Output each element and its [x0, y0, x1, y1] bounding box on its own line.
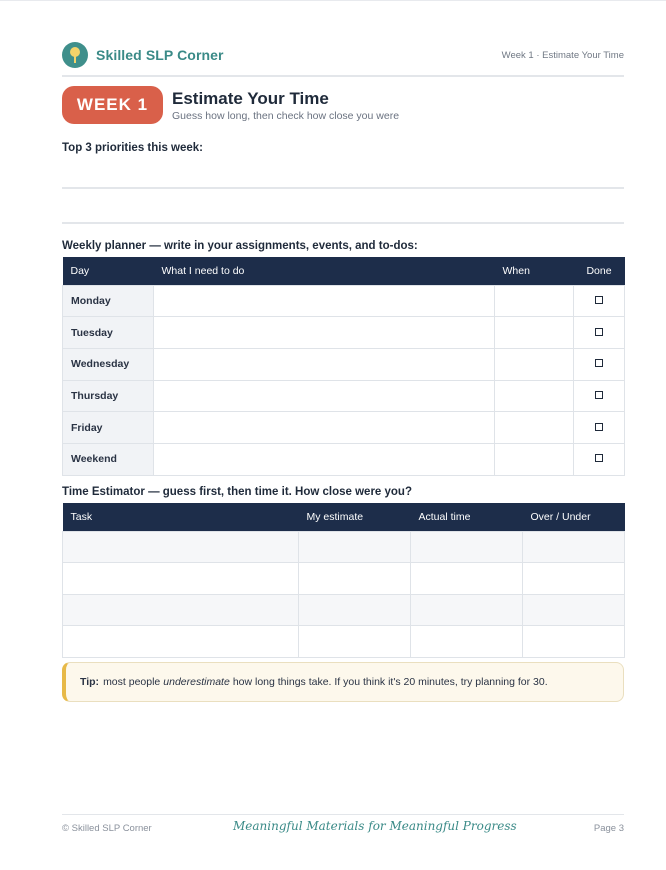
table-row [63, 531, 625, 563]
week-subtitle: Guess how long, then check how close you were [172, 110, 400, 122]
tip-text-before: most people [103, 676, 161, 688]
estimate-cell[interactable] [299, 531, 411, 563]
estimator-header-row [63, 503, 625, 531]
tip-text-after: how long things take. If you think it's 20 minutes, try planning for 30. [232, 676, 548, 688]
done-cell [574, 412, 625, 444]
day-cell: Weekend [63, 443, 154, 475]
planner-label: Weekly planner — write in your assignments, events, and to-dos: [62, 240, 418, 252]
table-row [63, 380, 625, 412]
table-row [63, 412, 625, 444]
weekly-planner-table [62, 257, 625, 476]
planner-header-row [63, 257, 625, 285]
actual-cell[interactable] [411, 594, 523, 626]
done-checkbox[interactable] [595, 328, 603, 336]
todo-cell[interactable] [154, 348, 495, 380]
tip-callout [62, 662, 624, 702]
table-row [63, 317, 625, 349]
when-cell[interactable] [495, 380, 574, 412]
actual-cell[interactable] [411, 626, 523, 658]
todo-cell[interactable] [154, 443, 495, 475]
task-cell[interactable] [63, 626, 299, 658]
section-divider [62, 222, 624, 224]
lightbulb-logo-icon [62, 42, 88, 68]
over-under-cell[interactable] [523, 563, 625, 595]
day-cell: Friday [63, 412, 154, 444]
day-cell: Thursday [63, 380, 154, 412]
done-cell [574, 348, 625, 380]
done-cell [574, 317, 625, 349]
column-header-task: What I need to do [154, 257, 495, 285]
estimate-cell[interactable] [299, 563, 411, 595]
task-cell[interactable] [63, 563, 299, 595]
done-checkbox[interactable] [595, 359, 603, 367]
todo-cell[interactable] [154, 317, 495, 349]
brand-name: Skilled SLP Corner [96, 47, 224, 63]
over-under-cell[interactable] [523, 594, 625, 626]
column-header-task: Task [63, 503, 299, 531]
estimate-cell[interactable] [299, 594, 411, 626]
when-cell[interactable] [495, 285, 574, 317]
task-cell[interactable] [63, 594, 299, 626]
done-cell [574, 285, 625, 317]
header-divider [62, 75, 624, 77]
table-row [63, 626, 625, 658]
done-cell [574, 443, 625, 475]
done-checkbox[interactable] [595, 391, 603, 399]
day-cell: Monday [63, 285, 154, 317]
table-row [63, 348, 625, 380]
todo-cell[interactable] [154, 380, 495, 412]
when-cell[interactable] [495, 317, 574, 349]
column-header-actual: Actual time [411, 503, 523, 531]
column-header-done: Done [574, 257, 625, 285]
table-row [63, 443, 625, 475]
tip-label: Tip: [80, 676, 100, 688]
tip-emphasis: underestimate [163, 676, 230, 688]
task-cell[interactable] [63, 531, 299, 563]
time-estimator-table [62, 503, 625, 658]
column-header-over-under: Over / Under [523, 503, 625, 531]
day-cell: Wednesday [63, 348, 154, 380]
estimator-label: Time Estimator — guess first, then time it. How close were you? [62, 486, 412, 498]
when-cell[interactable] [495, 348, 574, 380]
actual-cell[interactable] [411, 531, 523, 563]
footer-copyright: © Skilled SLP Corner [62, 823, 152, 834]
actual-cell[interactable] [411, 563, 523, 595]
brand [62, 42, 224, 68]
week-title: Estimate Your Time [172, 89, 329, 108]
page-number: Page 3 [593, 823, 624, 834]
footer-divider [62, 814, 624, 815]
when-cell[interactable] [495, 443, 574, 475]
estimate-cell[interactable] [299, 626, 411, 658]
over-under-cell[interactable] [523, 531, 625, 563]
done-checkbox[interactable] [595, 296, 603, 304]
header-week-label: Week 1 · Estimate Your Time [501, 49, 624, 61]
page-header [62, 40, 624, 70]
column-header-when: When [495, 257, 574, 285]
todo-cell[interactable] [154, 412, 495, 444]
priority-write-line[interactable] [62, 187, 624, 189]
done-checkbox[interactable] [595, 423, 603, 431]
week-badge: WEEK 1 [62, 86, 163, 124]
table-row [63, 594, 625, 626]
over-under-cell[interactable] [523, 626, 625, 658]
table-row [63, 563, 625, 595]
column-header-estimate: My estimate [299, 503, 411, 531]
done-checkbox[interactable] [595, 454, 603, 462]
priorities-label: Top 3 priorities this week: [62, 142, 204, 154]
footer-tagline: Meaningful Materials for Meaningful Progress [233, 819, 517, 833]
page-top-border [0, 0, 666, 1]
done-cell [574, 380, 625, 412]
day-cell: Tuesday [63, 317, 154, 349]
when-cell[interactable] [495, 412, 574, 444]
table-row [63, 285, 625, 317]
todo-cell[interactable] [154, 285, 495, 317]
column-header-day: Day [63, 257, 154, 285]
